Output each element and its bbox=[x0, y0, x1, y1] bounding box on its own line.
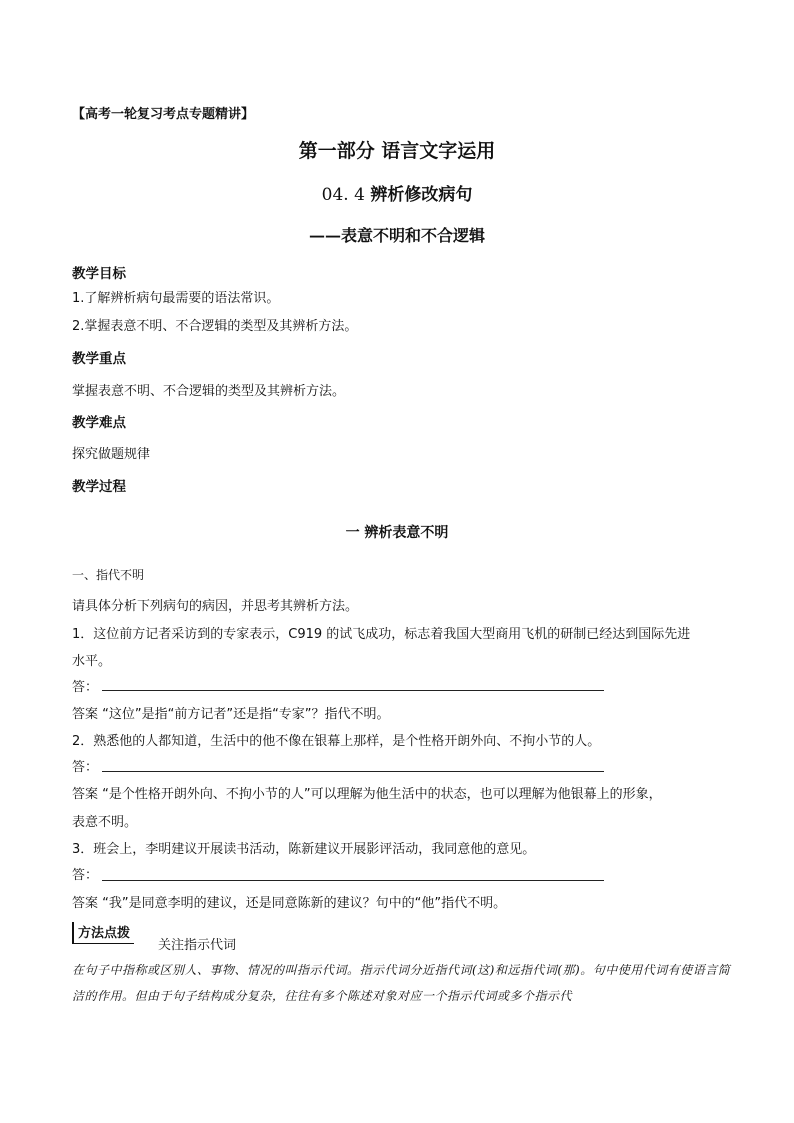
answer-key-1: 答案 “这位”是指“前方记者”还是指“专家”？指代不明。 bbox=[72, 707, 390, 722]
question-1-line-1: 1．这位前方记者采访到的专家表示，C919 的试飞成功，标志着我国大型商用飞机的研制已经达到国际先进 bbox=[72, 627, 691, 642]
answer-line-1[interactable] bbox=[102, 690, 604, 691]
difficulty-label: 教学难点 bbox=[72, 415, 126, 431]
lesson-name: 辨析修改病句 bbox=[370, 185, 473, 205]
part-title: 第一部分 语言文字运用 bbox=[298, 140, 496, 162]
method-title: 关注指示代词 bbox=[158, 938, 237, 953]
answer-key-2-line-2: 表意不明。 bbox=[72, 815, 138, 830]
answer-prompt-1: 答： bbox=[72, 680, 99, 695]
objective-item-2: 2.掌握表意不明、不合逻辑的类型及其辨析方法。 bbox=[72, 319, 358, 334]
answer-key-2-line-1: 答案 “是个性格开朗外向、不拘小节的人”可以理解为他生活中的状态，也可以理解为他银幕上的形象， bbox=[72, 787, 662, 802]
lesson-subtitle: ——表意不明和不合逻辑 bbox=[308, 226, 485, 245]
process-label: 教学过程 bbox=[72, 479, 126, 495]
section-title: 一 辨析表意不明 bbox=[345, 525, 449, 541]
difficulty-text: 探究做题规律 bbox=[72, 447, 151, 462]
answer-key-3: 答案 “我”是同意李明的建议，还是同意陈新的建议？句中的“他”指代不明。 bbox=[72, 896, 507, 911]
objectives-label: 教学目标 bbox=[72, 266, 126, 282]
method-badge-label: 方法点拨 bbox=[78, 926, 131, 941]
answer-prompt-2: 答： bbox=[72, 760, 99, 775]
question-1-line-2: 水平。 bbox=[72, 654, 112, 669]
focus-text: 掌握表意不明、不合逻辑的类型及其辨析方法。 bbox=[72, 384, 346, 399]
answer-prompt-3: 答： bbox=[72, 868, 99, 883]
answer-line-2[interactable] bbox=[102, 771, 604, 772]
question-2-line-1: 2．熟悉他的人都知道，生活中的他不像在银幕上那样，是个性格开朗外向、不拘小节的人。 bbox=[72, 734, 601, 749]
method-badge bbox=[72, 922, 134, 944]
instruction: 请具体分析下列病句的病因，并思考其辨析方法。 bbox=[72, 599, 359, 614]
focus-label: 教学重点 bbox=[72, 351, 126, 367]
answer-line-3[interactable] bbox=[102, 880, 604, 881]
lesson-number: 04. 4 bbox=[321, 185, 365, 205]
doc-tag: 【高考一轮复习考点专题精讲】 bbox=[72, 107, 255, 122]
method-text: 在句子中指称或区别人、事物、情况的叫指示代词。指示代词分近指代词(这)和远指代词(那)。句中使用代词有使语言简洁的作用。但由于句子结构成分复杂，往往有多个陈述对象对应一个指示代词或多个指示代 bbox=[72, 963, 731, 1003]
subsection-title: 一、指代不明 bbox=[72, 568, 145, 582]
objective-item-1: 1.了解辨析病句最需要的语法常识。 bbox=[72, 291, 280, 306]
question-3-line-1: 3．班会上，李明建议开展读书活动，陈新建议开展影评活动，我同意他的意见。 bbox=[72, 842, 536, 857]
lesson-title bbox=[0, 180, 794, 205]
